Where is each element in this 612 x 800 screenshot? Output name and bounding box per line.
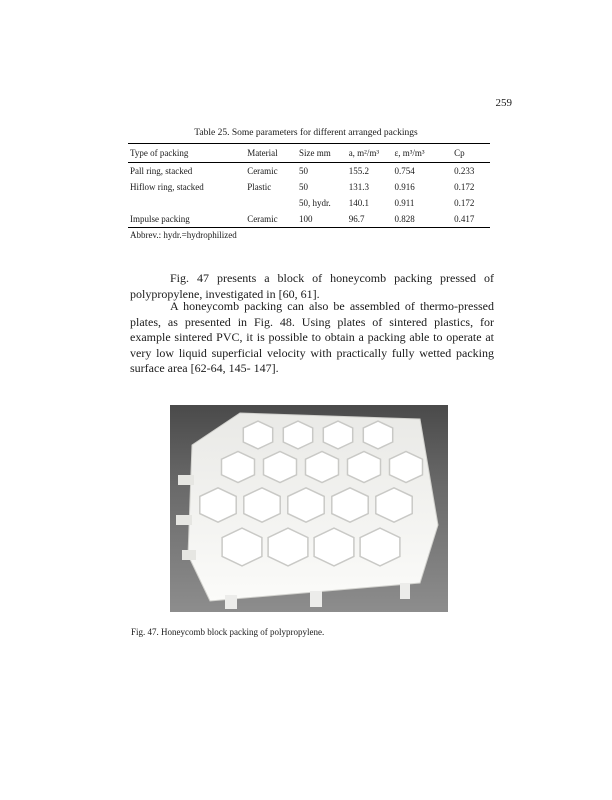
header-surface-area: a, m²/m³ <box>349 144 395 163</box>
figure-caption: Fig. 47. Honeycomb block packing of polypropylene. <box>131 627 325 637</box>
honeycomb-cell <box>363 421 392 449</box>
cell: 96.7 <box>349 211 395 228</box>
cell: 0.911 <box>394 198 415 208</box>
honeycomb-photo <box>170 405 448 612</box>
header-void-fraction: ε, m³/m³ <box>394 144 454 163</box>
cell <box>128 195 247 211</box>
edge-tab <box>178 475 194 485</box>
table-row <box>128 211 490 228</box>
cell: 155.2 <box>348 166 369 176</box>
cell: 131.3 <box>348 182 369 192</box>
header-type: Type of packing <box>128 144 247 163</box>
table-row <box>128 179 490 195</box>
honeycomb-cell <box>264 451 297 482</box>
cell: 50 <box>298 166 308 176</box>
cell: 0.172 <box>454 198 475 208</box>
honeycomb-cell <box>222 451 255 482</box>
cell: 100 <box>299 211 349 228</box>
cell: Plastic <box>247 182 272 192</box>
cell: Hiflow ring, stacked <box>130 182 204 192</box>
edge-tab <box>225 595 237 609</box>
edge-tab <box>176 515 192 525</box>
cell: 140.1 <box>348 198 369 208</box>
cell <box>247 195 299 211</box>
cell: 0.172 <box>454 182 475 192</box>
honeycomb-illustration <box>170 405 448 612</box>
table-caption: Table 25. Some parameters for different arranged packings <box>194 128 418 138</box>
header-size: Size mm <box>299 144 349 163</box>
page-number: 259 <box>495 97 512 109</box>
honeycomb-cell <box>283 421 312 449</box>
table-row <box>128 195 490 211</box>
paragraph-2: A honeycomb packing can also be assembled of thermo-pressed plates, as presented in Fig. 48. Using plates of sintered plastics, for example sintered PVC, it is possible to obtain a packing able to operate at very low liquid superficial velocity with practically fully wetted packing surface area [62-64, 145- 147]. <box>130 299 494 375</box>
cell: Ceramic <box>247 166 278 176</box>
edge-tab <box>400 583 410 599</box>
paragraph-1: Fig. 47 presents a block of honeycomb packing pressed of polypropylene, investigated in [60, 61]. <box>130 271 494 301</box>
edge-tab <box>310 591 322 607</box>
cell: Pall ring, stacked <box>130 166 193 176</box>
honeycomb-cell <box>348 451 381 482</box>
table-row <box>128 163 490 180</box>
cell: 50, hydr. <box>298 198 331 208</box>
honeycomb-cell <box>323 421 352 449</box>
header-cp: Cp <box>454 144 490 163</box>
cell: 0.828 <box>394 211 454 228</box>
honeycomb-cell <box>243 421 272 449</box>
cell: Impulse packing <box>128 211 247 228</box>
honeycomb-cell <box>390 451 423 482</box>
table-footnote: Abbrev.: hydr.=hydrophilized <box>130 230 237 240</box>
header-material: Material <box>247 144 299 163</box>
cell: 0.916 <box>394 182 415 192</box>
edge-tab <box>182 550 196 560</box>
cell: Ceramic <box>247 211 299 228</box>
parameters-table <box>128 143 490 228</box>
cell: 0.754 <box>394 166 415 176</box>
cell: 0.233 <box>454 166 475 176</box>
table-header-row <box>128 144 490 163</box>
honeycomb-cell <box>306 451 339 482</box>
cell: 0.417 <box>454 211 490 228</box>
cell: 50 <box>298 182 308 192</box>
